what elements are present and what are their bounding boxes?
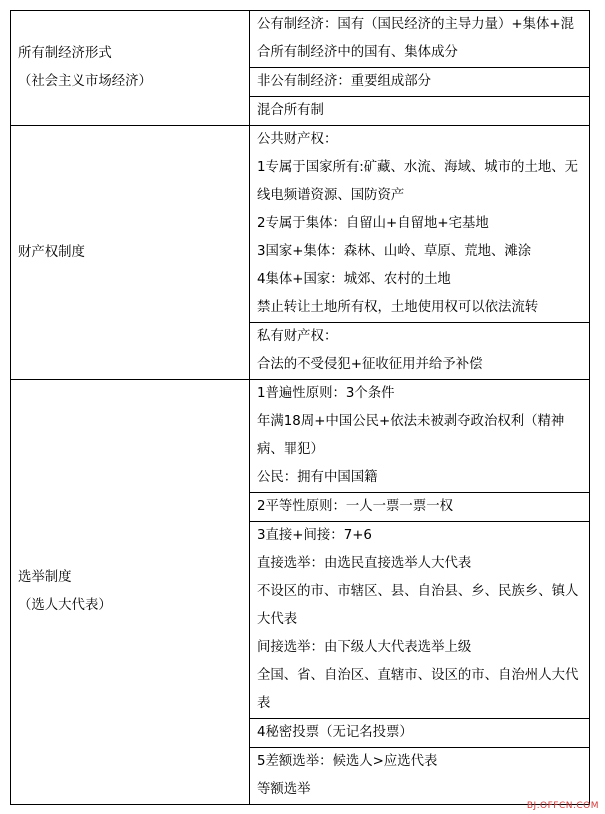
- table-row: [11, 380, 590, 493]
- watermark-text: BJ.OFFCN.COM: [526, 801, 599, 811]
- table-row: [11, 11, 590, 68]
- section-cell: [11, 126, 250, 380]
- content-line: 等额选举: [257, 782, 311, 797]
- content-line: 混合所有制: [257, 103, 324, 118]
- section-title: 选举制度: [18, 570, 72, 585]
- section-cell: [11, 11, 250, 126]
- content-line: 2专属于集体：自留山+自留地+宅基地: [257, 216, 489, 231]
- content-line: 不设区的市、市辖区、县、自治县、乡、民族乡、镇人大代表: [257, 584, 579, 627]
- section-title: 所有制经济形式: [18, 46, 112, 61]
- policy-table: [10, 10, 590, 805]
- section-subtitle: （选人大代表）: [18, 598, 112, 613]
- content-line: 1普遍性原则：3个条件: [257, 386, 395, 401]
- content-line: 间接选举：由下级人大代表选举上级: [257, 640, 472, 655]
- table-row: [11, 126, 590, 323]
- content-cell: [250, 493, 590, 522]
- content-cell: [250, 68, 590, 97]
- section-cell: [11, 380, 250, 805]
- content-cell: [250, 323, 590, 380]
- content-line: 公有制经济：国有（国民经济的主导力量）+集体+混合所有制经济中的国有、集体成分: [257, 17, 575, 60]
- section-title: 财产权制度: [18, 244, 85, 260]
- content-cell: [250, 126, 590, 323]
- content-line: 公民：拥有中国国籍: [257, 470, 378, 485]
- content-line: 3国家+集体：森林、山岭、草原、荒地、滩涂: [257, 244, 532, 259]
- content-line: 2平等性原则：一人一票一票一权: [257, 499, 453, 514]
- content-line: 合法的不受侵犯+征收征用并给予补偿: [257, 357, 483, 372]
- content-line: 1专属于国家所有:矿藏、水流、海域、城市的土地、无线电频谱资源、国防资产: [257, 160, 579, 203]
- content-line: 4集体+国家：城郊、农村的土地: [257, 272, 451, 287]
- content-line: 私有财产权：: [257, 329, 338, 344]
- content-line: 全国、省、自治区、直辖市、设区的市、自治州人大代表: [257, 668, 579, 711]
- content-line: 4秘密投票（无记名投票）: [257, 725, 413, 740]
- content-line: 非公有制经济：重要组成部分: [257, 74, 432, 89]
- content-line: 公共财产权：: [257, 132, 338, 147]
- content-cell: [250, 97, 590, 126]
- content-line: 3直接+间接：7+6: [257, 528, 372, 543]
- content-cell: [250, 719, 590, 748]
- content-cell: [250, 380, 590, 493]
- content-line: 5差额选举：候选人>应选代表: [257, 754, 438, 769]
- content-cell: [250, 748, 590, 805]
- content-line: 直接选举：由选民直接选举人大代表: [257, 556, 472, 571]
- content-cell: [250, 11, 590, 68]
- content-cell: [250, 522, 590, 719]
- content-line: 年满18周+中国公民+依法未被剥夺政治权利（精神病、罪犯）: [257, 414, 565, 457]
- content-line: 禁止转让土地所有权，土地使用权可以依法流转: [257, 300, 539, 315]
- section-subtitle: （社会主义市场经济）: [18, 74, 152, 89]
